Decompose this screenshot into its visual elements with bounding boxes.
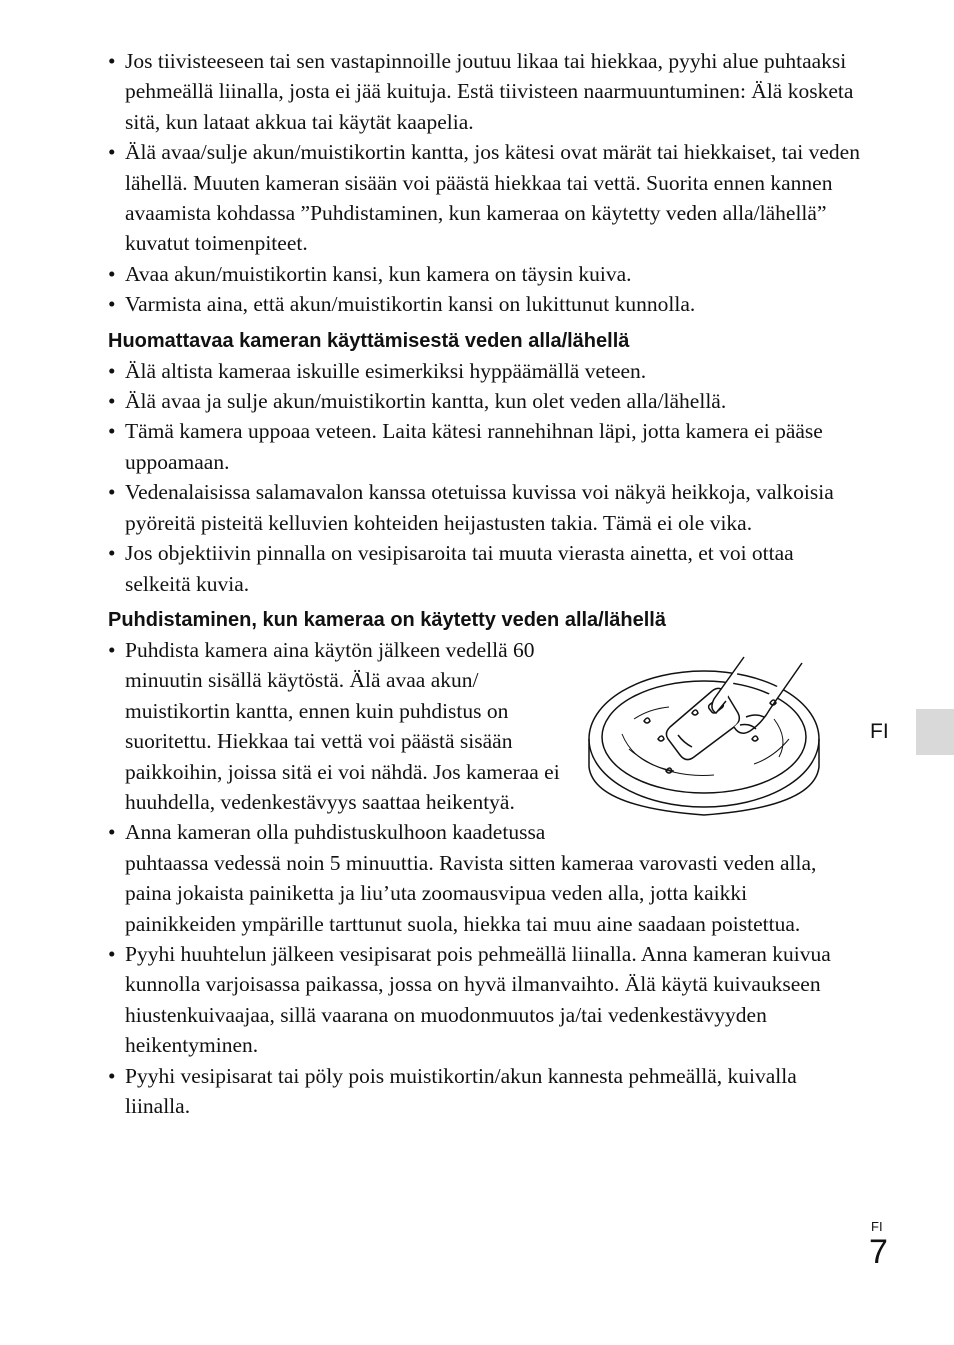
list-item: • Älä altista kameraa iskuille esimerkiksi hyppäämällä veteen. bbox=[108, 356, 860, 386]
list-item: • Anna kameran olla puhdistuskulhoon kaadetussa puhtaassa vedessä noin 5 minuuttia. Ravista sitten kameraa varovasti veden alla, paina jokaista painiketta ja liu’uta zoomausvipua veden alla, jotta kaikki painikkeiden ympärille tarttunut suola, hiekka tai muu aine saadaan poistettua. bbox=[108, 817, 860, 939]
language-side-tab bbox=[916, 709, 954, 755]
page-number: 7 bbox=[869, 1233, 888, 1271]
list-item: • Varmista aina, että akun/muistikortin kansi on lukittunut kunnolla. bbox=[108, 289, 860, 319]
section3-heading: Puhdistaminen, kun kameraa on käytetty veden alla/lähellä bbox=[108, 608, 666, 631]
list-item: • Pyyhi huuhtelun jälkeen vesipisarat pois pehmeällä liinalla. Anna kameran kuivua kunnolla varjoisassa paikassa, jossa on hyvä ilmanvaihto. Älä käytä kuivaukseen hiustenkuivaajaa, sillä vaarana on muodonmuutos ja/tai vedenkestävyyden heikentyminen. bbox=[108, 939, 860, 1061]
section2-list bbox=[108, 356, 860, 599]
list-item: • Jos objektiivin pinnalla on vesipisaroita tai muuta vierasta ainetta, et voi ottaa selkeitä kuvia. bbox=[108, 538, 860, 599]
cleaning-block bbox=[108, 635, 860, 1122]
section2-heading: Huomattavaa kameran käyttämisestä veden alla/lähellä bbox=[108, 329, 630, 352]
list-item: • Avaa akun/muistikortin kansi, kun kamera on täysin kuiva. bbox=[108, 259, 860, 289]
footer-language: FI bbox=[871, 1219, 883, 1234]
bowl-camera-hand-icon bbox=[574, 639, 874, 839]
list-item: • Vedenalaisissa salamavalon kanssa otetuissa kuvissa voi näkyä heikkoja, valkoisia pyöreitä pisteitä kelluvien kohteiden heijastusten takia. Tämä ei ole vika. bbox=[108, 477, 860, 538]
section1-list bbox=[108, 46, 860, 320]
list-item: • Älä avaa ja sulje akun/muistikortin kantta, kun olet veden alla/lähellä. bbox=[108, 386, 860, 416]
list-item: • Puhdista kamera aina käytön jälkeen vedellä 60 minuutin sisällä käytöstä. Älä avaa akun/ muistikortin kantta, ennen kuin puhdistus on suoritettu. Hiekkaa tai vettä voi päästä sisään paikkoihin, joissa sitä ei voi nähdä. Jos kameraa ei huuhdella, vedenkestävyys saattaa heikentyä. bbox=[108, 635, 575, 817]
list-item: • Jos tiivisteeseen tai sen vastapinnoille joutuu likaa tai hiekkaa, pyyhi alue puhtaaksi pehmeällä liinalla, josta ei jää kuituja. Estä tiivisteen naarmuuntuminen: Älä kosketa sitä, kun lataat akkua tai käytät kaapelia. bbox=[108, 46, 860, 137]
list-item: • Pyyhi vesipisarat tai pöly pois muistikortin/akun kannesta pehmeällä, kuivalla liinalla. bbox=[108, 1061, 860, 1122]
list-item: • Älä avaa/sulje akun/muistikortin kantta, jos kätesi ovat märät tai hiekkaiset, tai veden lähellä. Muuten kameran sisään voi päästä hiekkaa tai vettä. Suorita ennen kannen avaamista kohdassa ”Puhdistaminen, kun kameraa on käytetty veden alla/lähellä” kuvatut toimenpiteet. bbox=[108, 137, 860, 259]
cleaning-bowl-illustration bbox=[574, 639, 874, 839]
list-item: • Tämä kamera uppoaa veteen. Laita kätesi rannehihnan läpi, jotta kamera ei pääse uppoamaan. bbox=[108, 416, 860, 477]
page-content bbox=[108, 46, 860, 1121]
side-tab-label: FI bbox=[870, 720, 889, 743]
